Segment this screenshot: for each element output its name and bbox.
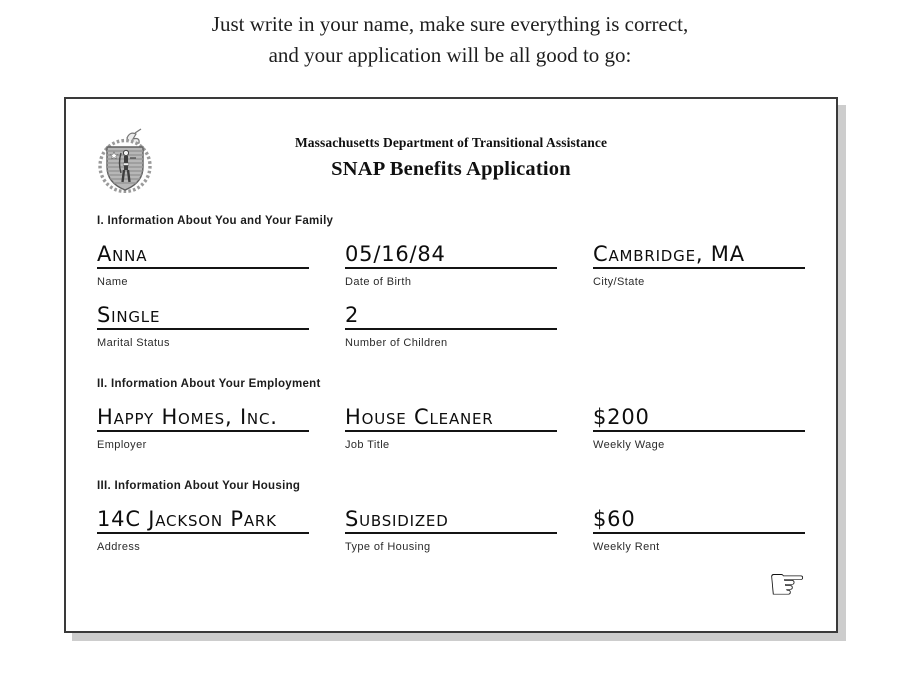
field-type-of-housing <box>345 498 557 553</box>
form-content <box>66 215 836 553</box>
date-of-birth-label: Date of Birth <box>345 276 412 288</box>
marital-status-value[interactable]: Single <box>97 294 309 330</box>
instruction-line-1: Just write in your name, make sure everything is correct, <box>211 12 689 36</box>
instruction-line-2: and your application will be all good to go: <box>268 43 632 67</box>
field-address <box>97 498 309 553</box>
address-label: Address <box>97 541 141 553</box>
form-header-text <box>66 99 836 181</box>
section-heading-employment: II. Information About Your Employment <box>97 378 321 390</box>
date-of-birth-value[interactable]: 05/16/84 <box>345 233 557 269</box>
agency-name: Massachusetts Department of Transitional Assistance <box>294 135 608 150</box>
family-fields-grid <box>97 233 805 349</box>
type-of-housing-label: Type of Housing <box>345 541 431 553</box>
field-marital-status <box>97 294 309 349</box>
section-heading-housing: III. Information About Your Housing <box>97 480 301 492</box>
field-employer <box>97 396 309 451</box>
form-title: SNAP Benefits Application <box>331 158 571 180</box>
housing-fields-grid <box>97 498 805 553</box>
weekly-rent-label: Weekly Rent <box>593 541 660 553</box>
address-value[interactable]: 14C Jackson Park <box>97 498 309 534</box>
field-city-state <box>593 233 805 288</box>
number-of-children-value[interactable]: 2 <box>345 294 557 330</box>
field-weekly-rent <box>593 498 805 553</box>
pointing-hand-icon[interactable]: ☞ <box>767 559 807 610</box>
section-heading-family: I. Information About You and Your Family <box>97 215 334 227</box>
marital-status-label: Marital Status <box>97 337 170 349</box>
employer-label: Employer <box>97 439 147 451</box>
number-of-children-label: Number of Children <box>345 337 448 349</box>
weekly-wage-label: Weekly Wage <box>593 439 665 451</box>
job-title-label: Job Title <box>345 439 390 451</box>
name-value[interactable]: Anna <box>97 233 309 269</box>
city-state-label: City/State <box>593 276 645 288</box>
job-title-value[interactable]: House Cleaner <box>345 396 557 432</box>
field-job-title <box>345 396 557 451</box>
name-label: Name <box>97 276 128 288</box>
employment-fields-grid <box>97 396 805 451</box>
field-weekly-wage <box>593 396 805 451</box>
field-name <box>97 233 309 288</box>
snap-application-card <box>64 97 838 633</box>
weekly-wage-value[interactable]: $200 <box>593 396 805 432</box>
weekly-rent-value[interactable]: $60 <box>593 498 805 534</box>
massachusetts-state-seal-icon <box>97 127 153 193</box>
instruction-text <box>0 9 900 71</box>
employer-value[interactable]: Happy Homes, Inc. <box>97 396 309 432</box>
city-state-value[interactable]: Cambridge, MA <box>593 233 805 269</box>
form-header <box>66 99 836 191</box>
type-of-housing-value[interactable]: Subsidized <box>345 498 557 534</box>
field-date-of-birth <box>345 233 557 288</box>
field-number-of-children <box>345 294 557 349</box>
